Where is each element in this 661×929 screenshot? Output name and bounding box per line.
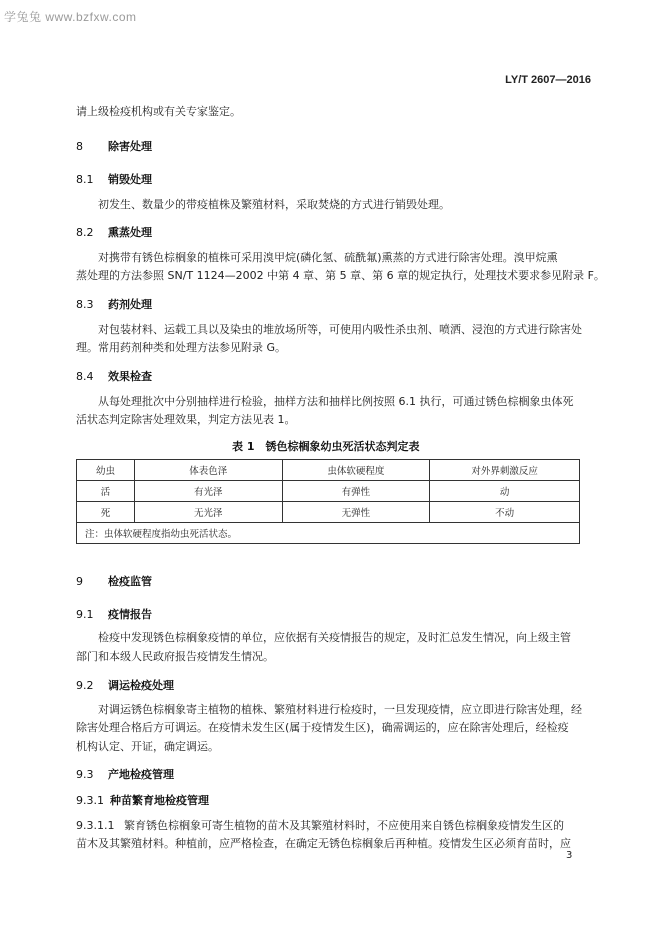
paragraph-line: 对包装材料、运载工具以及染虫的堆放场所等，可使用内吸性杀虫剂、喷洒、浸泡的方式进行除害处 xyxy=(98,323,582,336)
table-cell: 有光泽 xyxy=(134,481,282,502)
section-number: 8.4 xyxy=(76,370,94,383)
table-cell: 动 xyxy=(430,481,580,502)
section-number: 9.3.1 xyxy=(76,794,104,807)
section-heading-9-2 xyxy=(76,677,174,693)
table-cell: 无弹性 xyxy=(282,502,430,523)
section-heading-8-1 xyxy=(76,171,152,187)
paragraph-line: 从每处理批次中分别抽样进行检验，抽样方法和抽样比例按照 6.1 执行，可通过锈色棕榈象虫体死 xyxy=(98,395,574,408)
paragraph-line: 检疫中发现锈色棕榈象疫情的单位，应依据有关疫情报告的规定，及时汇总发生情况，向上级主管 xyxy=(98,631,571,644)
section-heading-8-4 xyxy=(76,368,152,384)
paragraph-line: 理。常用药剂种类和处理方法参见附录 G。 xyxy=(76,341,287,354)
table-cell: 有弹性 xyxy=(282,481,430,502)
section-number: 8 xyxy=(76,140,83,153)
table-header-cell: 对外界刺激反应 xyxy=(430,460,580,481)
paragraph-line: 蒸处理的方法参照 SN/T 1124—2002 中第 4 章、第 5 章、第 6 章的规定执行，处理技术要求参见附录 F。 xyxy=(76,269,605,282)
section-number: 9.1 xyxy=(76,608,94,621)
section-title: 产地检疫管理 xyxy=(108,768,174,781)
table-header-row xyxy=(77,460,580,481)
section-heading-9-3 xyxy=(76,766,174,782)
paragraph-line: 活状态判定除害处理效果，判定方法见表 1。 xyxy=(76,413,296,426)
section-title: 销毁处理 xyxy=(108,173,152,186)
clause-number: 9.3.1.1 xyxy=(76,819,115,832)
table-note-row xyxy=(77,523,580,544)
paragraph-line: 部门和本级人民政府报告疫情发生情况。 xyxy=(76,650,274,663)
section-number: 8.2 xyxy=(76,226,94,239)
table-cell: 无光泽 xyxy=(134,502,282,523)
section-title: 检疫监管 xyxy=(108,575,152,588)
paragraph-line: 机构认定、开证，确定调运。 xyxy=(76,740,219,753)
table-caption: 表 1 锈色棕榈象幼虫死活状态判定表 xyxy=(232,440,420,453)
paragraph-line xyxy=(76,819,564,833)
paragraph-line: 除害处理合格后方可调运。在疫情未发生区(属于疫情发生区)，确需调运的，应在除害处理后，经检疫 xyxy=(76,721,569,734)
section-title: 效果检查 xyxy=(108,370,152,383)
table-header-cell: 虫体软硬程度 xyxy=(282,460,430,481)
section-heading-9-1 xyxy=(76,606,152,622)
table-row xyxy=(77,502,580,523)
table-cell: 不动 xyxy=(430,502,580,523)
section-heading-8 xyxy=(76,138,152,154)
table-cell: 活 xyxy=(77,481,135,502)
section-title: 除害处理 xyxy=(108,140,152,153)
section-title: 药剂处理 xyxy=(108,298,152,311)
larva-status-table xyxy=(76,459,580,544)
section-heading-8-3 xyxy=(76,296,152,312)
section-title: 疫情报告 xyxy=(108,608,152,621)
section-heading-8-2 xyxy=(76,224,152,240)
section-number: 9 xyxy=(76,575,83,588)
table-note: 注：虫体软硬程度指幼虫死活状态。 xyxy=(77,523,580,544)
table-cell: 死 xyxy=(77,502,135,523)
page-number: 3 xyxy=(566,850,573,861)
section-title: 熏蒸处理 xyxy=(108,226,152,239)
paragraph-line: 初发生、数量少的带疫植株及繁殖材料，采取焚烧的方式进行销毁处理。 xyxy=(98,198,450,211)
section-number: 8.3 xyxy=(76,298,94,311)
section-heading-9-3-1 xyxy=(76,792,209,808)
section-number: 8.1 xyxy=(76,173,94,186)
paragraph-line: 请上级检疫机构或有关专家鉴定。 xyxy=(76,105,241,118)
table-header-cell: 体表色泽 xyxy=(134,460,282,481)
section-title: 调运检疫处理 xyxy=(108,679,174,692)
section-heading-9 xyxy=(76,573,152,589)
section-number: 9.2 xyxy=(76,679,94,692)
section-title: 种苗繁育地检疫管理 xyxy=(110,794,209,807)
paragraph-line: 对调运锈色棕榈象寄主植物的植株、繁殖材料进行检疫时，一旦发现疫情，应立即进行除害处理，经 xyxy=(98,703,582,716)
table-row xyxy=(77,481,580,502)
section-number: 9.3 xyxy=(76,768,94,781)
table-header-cell: 幼虫 xyxy=(77,460,135,481)
watermark-text: 学兔兔 www.bzfxw.com xyxy=(4,10,137,24)
paragraph-line: 对携带有锈色棕榈象的植株可采用溴甲烷(磷化氢、硫酰氟)熏蒸的方式进行除害处理。溴甲烷熏 xyxy=(98,251,558,264)
document-id: LY/T 2607—2016 xyxy=(505,74,591,86)
paragraph-text: 繁育锈色棕榈象可寄生植物的苗木及其繁殖材料时，不应使用来自锈色棕榈象疫情发生区的 xyxy=(124,819,564,832)
paragraph-line: 苗木及其繁殖材料。种植前，应严格检查，在确定无锈色棕榈象后再种植。疫情发生区必须育苗时，应 xyxy=(76,837,571,850)
